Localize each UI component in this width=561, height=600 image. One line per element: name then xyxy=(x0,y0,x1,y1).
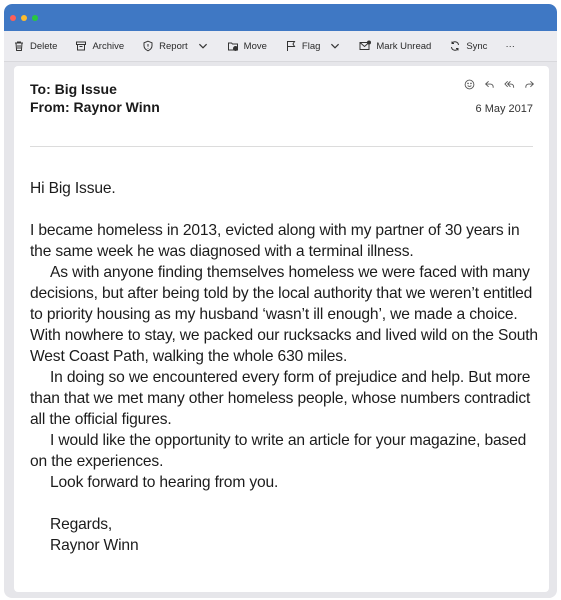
reply-icon[interactable] xyxy=(484,79,495,90)
sign-off: Regards, xyxy=(50,516,113,533)
move-button[interactable] xyxy=(227,40,267,52)
report-label: Report xyxy=(159,40,188,52)
mark-unread-button[interactable] xyxy=(359,40,431,52)
chevron-down-icon xyxy=(197,40,209,52)
paragraph-2: As with anyone finding themselves homeless we were faced with many decisions, but after being told by the local authority that we weren’t entitled to priority housing as my husband ‘wasn’t ill enough’, we made a choice. With nowhere to stay, we packed our rucksacks and lived wild on the South West Coast Path, walking the whole 630 miles. xyxy=(30,264,538,365)
trash-icon xyxy=(13,40,25,52)
close-window-button[interactable] xyxy=(10,15,16,21)
minimize-window-button[interactable] xyxy=(21,15,27,21)
paragraph-5: Look forward to hearing from you. xyxy=(50,474,279,491)
sync-icon xyxy=(449,40,461,52)
shield-icon xyxy=(142,40,154,52)
emoji-reaction-icon[interactable] xyxy=(464,79,475,90)
envelope-icon xyxy=(359,40,371,52)
move-label: Move xyxy=(243,40,267,52)
archive-button[interactable] xyxy=(75,40,124,52)
archive-icon xyxy=(75,40,87,52)
reply-all-icon[interactable] xyxy=(504,79,515,90)
sync-button[interactable] xyxy=(449,40,487,52)
delete-button[interactable] xyxy=(13,40,57,52)
message-body xyxy=(30,178,540,556)
toolbar xyxy=(4,31,557,62)
message-date: 6 May 2017 xyxy=(475,103,533,115)
more-icon: ··· xyxy=(505,40,515,52)
greeting: Hi Big Issue. xyxy=(30,180,116,197)
message-header xyxy=(30,80,160,116)
paragraph-4: I would like the opportunity to write an article for your magazine, based on the experiences. xyxy=(30,432,527,470)
folder-move-icon xyxy=(227,40,239,52)
zoom-window-button[interactable] xyxy=(32,15,38,21)
mark-unread-label: Mark Unread xyxy=(376,40,432,52)
flag-label: Flag xyxy=(301,40,321,52)
message-actions xyxy=(464,79,535,90)
title-bar xyxy=(4,4,557,31)
paragraph-1: I became homeless in 2013, evicted along with my partner of 30 years in the same week he was diagnosed with a terminal illness. xyxy=(30,222,520,260)
chevron-down-icon xyxy=(329,40,341,52)
sender: From: Raynor Winn xyxy=(30,99,160,115)
mail-window xyxy=(4,4,557,598)
header-divider xyxy=(30,146,533,147)
report-button[interactable] xyxy=(142,40,209,52)
recipient: To: Big Issue xyxy=(30,81,117,97)
flag-icon xyxy=(285,40,297,52)
paragraph-3: In doing so we encountered every form of prejudice and help. But more than that we met many other homeless people, whose numbers contradict all the official figures. xyxy=(30,369,531,428)
sync-label: Sync xyxy=(466,40,488,52)
delete-label: Delete xyxy=(30,40,58,52)
more-button[interactable] xyxy=(505,41,515,52)
archive-label: Archive xyxy=(92,40,125,52)
signature: Raynor Winn xyxy=(50,537,139,554)
flag-button[interactable] xyxy=(285,40,341,52)
message-pane xyxy=(14,66,549,592)
forward-icon[interactable] xyxy=(524,79,535,90)
